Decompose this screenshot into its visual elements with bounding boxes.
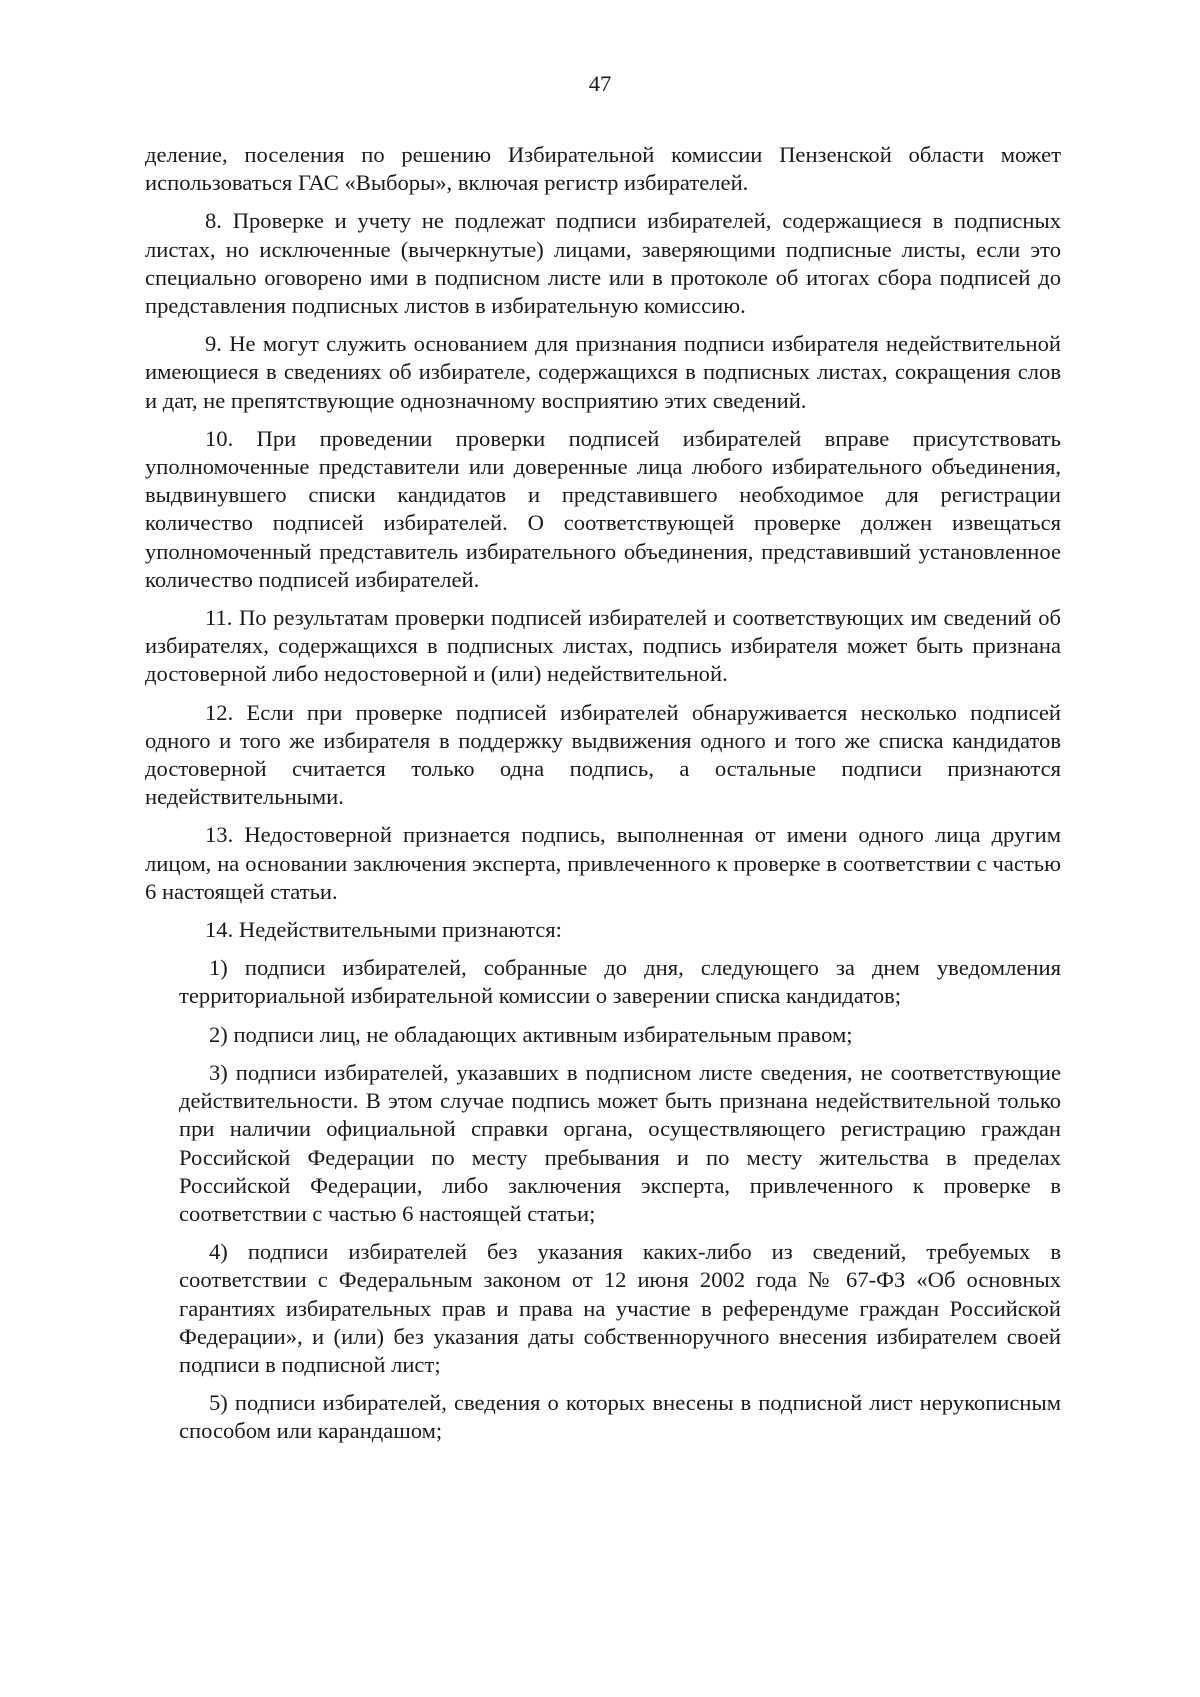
- list-item-3: 3) подписи избирателей, указавших в подписном листе сведения, не соответствующие действительности. В этом случае подпись может быть признана недействительной только при наличии официальной справки органа, осуществляющего регистрацию граждан Российской Федерации по месту пребывания и по месту жительства в пределах Российской Федерации, либо заключения эксперта, привлеченного к проверке в соответствии с частью 6 настоящей статьи;: [179, 1059, 1061, 1226]
- paragraph-11: 11. По результатам проверки подписей избирателей и соответствующих им сведений об избирателях, содержащихся в подписных листах, подпись избирателя может быть признана достоверной либо недостоверной и (или) недействительной.: [145, 605, 1061, 687]
- paragraph-continuation: деление, поселения по решению Избирательной комиссии Пензенской области может использоваться ГАС «Выборы», включая регистр избирателей.: [145, 142, 1061, 196]
- list-item-4: 4) подписи избирателей без указания каких-либо из сведений, требуемых в соответствии с Федеральным законом от 12 июня 2002 года № 67-ФЗ «Об основных гарантиях избирательных прав и права на участие в референдуме граждан Российской Федерации», и (или) без указания даты собственноручного внесения избирателем своей подписи в подписной лист;: [179, 1239, 1061, 1377]
- list-item-5: 5) подписи избирателей, сведения о которых внесены в подписной лист нерукописным способом или карандашом;: [179, 1390, 1061, 1444]
- paragraph-8: 8. Проверке и учету не подлежат подписи избирателей, содержащиеся в подписных листах, но исключенные (вычеркнутые) лицами, заверяющими подписные листы, если это специально оговорено ими в подписном листе или в протоколе об итогах сбора подписей до представления подписных листов в избирательную комиссию.: [145, 208, 1061, 319]
- paragraph-14: 14. Недействительными признаются:: [205, 917, 562, 943]
- paragraph-12: 12. Если при проверке подписей избирателей обнаруживается несколько подписей одного и того же избирателя в поддержку выдвижения одного и того же списка кандидатов достоверной считается только одна подпись, а остальные подписи признаются недействительными.: [145, 699, 1061, 810]
- paragraph-9: 9. Не могут служить основанием для признания подписи избирателя недействительной имеющиеся в сведениях об избирателе, содержащихся в подписных листах, сокращения слов и дат, не препятствующие однозначному восприятию этих сведений.: [145, 331, 1061, 413]
- paragraph-13: 13. Недостоверной признается подпись, выполненная от имени одного лица другим лицом, на основании заключения эксперта, привлеченного к проверке в соответствии с частью 6 настоящей статьи.: [145, 822, 1061, 904]
- list-item-2: 2) подписи лиц, не обладающих активным избирательным правом;: [209, 1021, 853, 1047]
- document-body: [145, 141, 1061, 1456]
- paragraph-10: 10. При проведении проверки подписей избирателей вправе присутствовать уполномоченные представители или доверенные лица любого избирательного объединения, выдвинувшего списки кандидатов и представившего необходимое для регистрации количество подписей избирателей. О соответствующей проверке должен извещаться уполномоченный представитель избирательного объединения, представивший установленное количество подписей избирателей.: [145, 425, 1061, 592]
- list-item-1: 1) подписи избирателей, собранные до дня, следующего за днем уведомления территориальной избирательной комиссии о заверении списка кандидатов;: [179, 955, 1061, 1009]
- page-number: 47: [588, 71, 612, 96]
